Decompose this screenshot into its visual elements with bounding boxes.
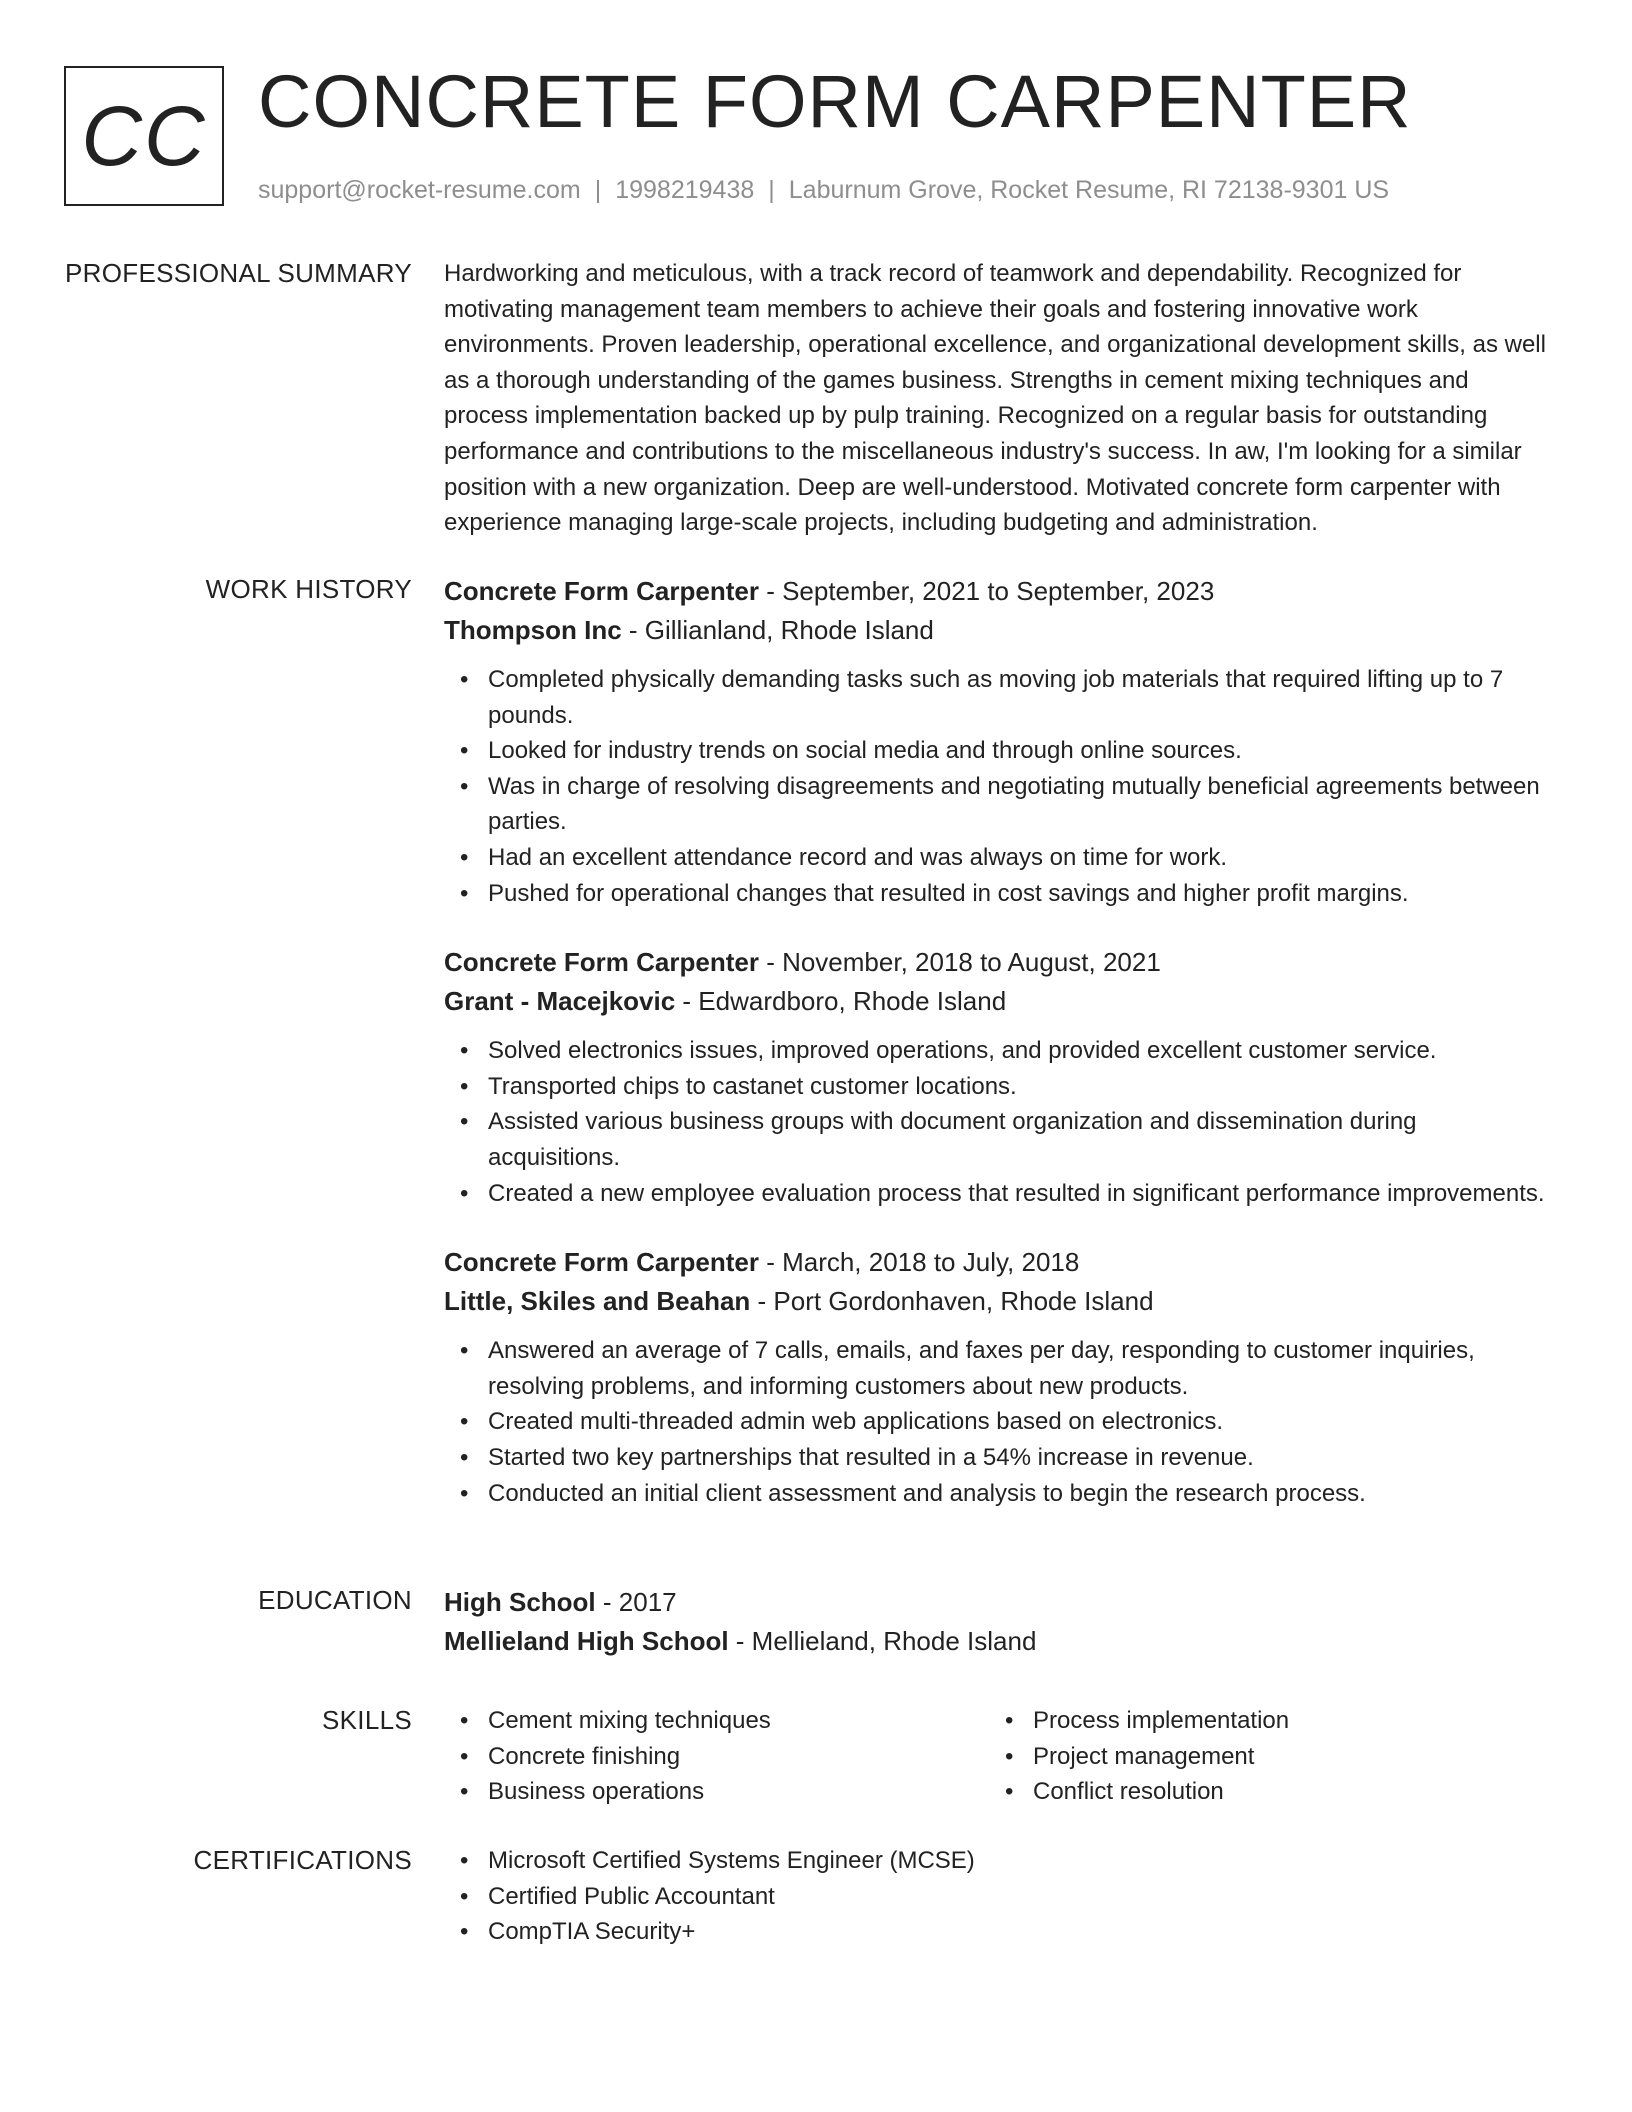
section-label-summary: PROFESSIONAL SUMMARY	[65, 258, 412, 288]
education-degree: High School	[444, 1587, 596, 1617]
summary-text: Hardworking and meticulous, with a track record of teamwork and dependability. Recognized for motivating management team members to achieve their goals and fostering innovative work environments. Proven leadership, operational excellence, and organizational development skills, as well as a thorough understanding of the games business. Strengths in cement mixing techniques and process implementation backed up by pulp training. Recognized on a regular basis for outstanding performance and contributions to the miscellaneous industry's success. In aw, I'm looking for a similar position with a new organization. Deep are well-understood. Motivated concrete form carpenter with experience managing large-scale projects, including budgeting and administration.	[444, 260, 1546, 537]
monogram-box	[64, 66, 224, 206]
job-title: Concrete Form Carpenter	[444, 576, 759, 606]
contact-address: Laburnum Grove, Rocket Resume, RI 72138-9301 US	[788, 176, 1390, 204]
job-company: Little, Skiles and Beahan	[444, 1286, 751, 1317]
job-company: Thompson Inc	[444, 615, 622, 645]
job-entry	[444, 943, 1550, 1211]
list-item: • Had an excellent attendance record and was always on time for work.	[488, 840, 1550, 876]
certifications-list	[444, 1843, 1550, 1950]
contact-separator: |	[594, 176, 602, 204]
skills-grid	[444, 1703, 1550, 1810]
skills-list-left	[444, 1703, 989, 1810]
list-item: • Assisted various business groups with document organization and dissemination during acquisitions.	[488, 1104, 1550, 1175]
job-title: Concrete Form Carpenter	[444, 1247, 759, 1278]
list-item: • Answered an average of 7 calls, emails, and faxes per day, responding to customer inquiries, resolving problems, and informing customers about new products.	[488, 1333, 1550, 1404]
job-dates: - November, 2018 to August, 2021	[758, 947, 1161, 978]
list-item: • Process implementation	[1033, 1703, 1534, 1739]
job-bullets	[444, 662, 1550, 911]
job-dates: - September, 2021 to September, 2023	[758, 576, 1215, 606]
list-item: • Pushed for operational changes that resulted in cost savings and higher profit margins.	[488, 876, 1550, 912]
list-item: • Completed physically demanding tasks such as moving job materials that required lifting up to 7 pounds.	[488, 662, 1550, 733]
list-item: • Project management	[1033, 1739, 1534, 1775]
list-item: • Was in charge of resolving disagreements and negotiating mutually beneficial agreements between parties.	[488, 769, 1550, 840]
job-bullets	[444, 1333, 1550, 1511]
list-item: • Cement mixing techniques	[488, 1703, 989, 1739]
contact-email: support@rocket-resume.com	[258, 176, 581, 204]
list-item: • Transported chips to castanet customer locations.	[488, 1069, 1550, 1105]
education-year: - 2017	[595, 1587, 677, 1617]
skills-body	[444, 1703, 1550, 1810]
job-title: Concrete Form Carpenter	[444, 947, 759, 978]
section-label-education: EDUCATION	[258, 1585, 412, 1615]
contact-line	[258, 174, 1389, 206]
list-item: • Conflict resolution	[1033, 1774, 1534, 1810]
job-company-line	[444, 1282, 1550, 1321]
list-item: • Looked for industry trends on social media and through online sources.	[488, 733, 1550, 769]
section-label-skills: SKILLS	[322, 1705, 412, 1735]
contact-separator: |	[768, 176, 775, 204]
job-title-line	[444, 943, 1550, 982]
candidate-name: CONCRETE FORM CARPENTER	[258, 60, 1412, 143]
list-item: • Started two key partnerships that resulted in a 54% increase in revenue.	[488, 1440, 1550, 1476]
education-body	[444, 1583, 1550, 1661]
work-body	[444, 572, 1550, 1511]
job-company-line	[444, 611, 1550, 650]
job-location: - Port Gordonhaven, Rhode Island	[750, 1286, 1154, 1317]
education-degree-line	[444, 1583, 1550, 1622]
job-company: Grant - Macejkovic	[444, 986, 676, 1017]
list-item: • Business operations	[488, 1774, 989, 1810]
list-item: • CompTIA Security+	[488, 1914, 1550, 1950]
job-location: - Edwardboro, Rhode Island	[675, 986, 1007, 1017]
monogram-initials: CC	[81, 88, 207, 183]
list-item: • Created a new employee evaluation process that resulted in significant performance improvements.	[488, 1176, 1550, 1212]
section-label-work: WORK HISTORY	[205, 574, 412, 604]
job-company-line	[444, 982, 1550, 1021]
education-location: - Mellieland, Rhode Island	[728, 1626, 1037, 1656]
skills-list-right	[989, 1703, 1534, 1810]
summary-body	[444, 256, 1550, 541]
list-item: • Solved electronics issues, improved operations, and provided excellent customer service.	[488, 1033, 1550, 1069]
job-entry	[444, 572, 1550, 911]
list-item: • Created multi-threaded admin web applications based on electronics.	[488, 1404, 1550, 1440]
job-title-line	[444, 1243, 1550, 1282]
list-item: • Microsoft Certified Systems Engineer (MCSE)	[488, 1843, 1550, 1879]
job-entry	[444, 1243, 1550, 1511]
section-label-certifications: CERTIFICATIONS	[193, 1845, 412, 1875]
job-title-line	[444, 572, 1550, 611]
education-school: Mellieland High School	[444, 1626, 729, 1656]
list-item: • Conducted an initial client assessment and analysis to begin the research process.	[488, 1476, 1550, 1512]
certifications-body	[444, 1843, 1550, 1950]
list-item: • Certified Public Accountant	[488, 1879, 1550, 1915]
job-dates: - March, 2018 to July, 2018	[758, 1247, 1080, 1278]
contact-phone: 1998219438	[615, 176, 755, 204]
job-location: - Gillianland, Rhode Island	[621, 615, 934, 645]
job-bullets	[444, 1033, 1550, 1211]
education-school-line	[444, 1622, 1550, 1661]
list-item: • Concrete finishing	[488, 1739, 989, 1775]
